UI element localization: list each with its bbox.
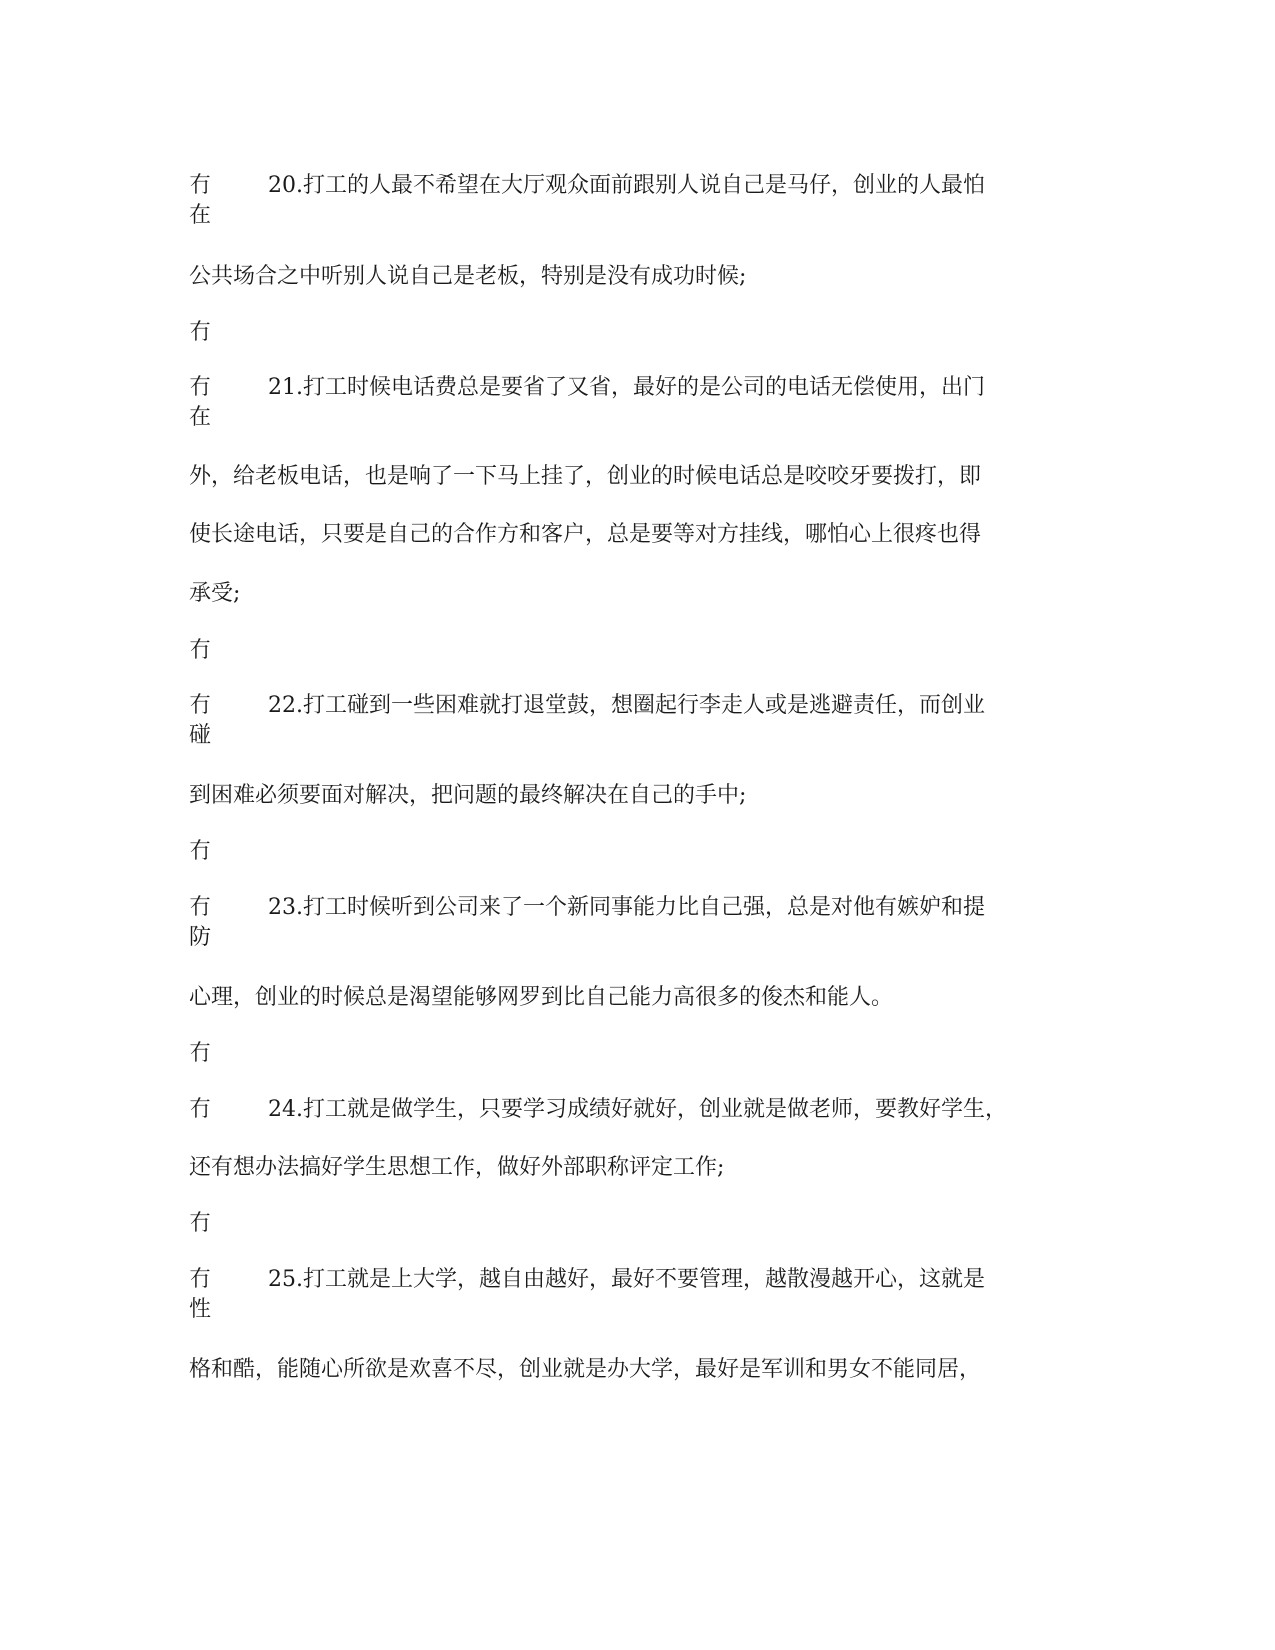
item-continuation-line: 承受; [189,581,241,606]
item-first-line: 21.打工时候电话费总是要省了又省，最好的是公司的电话无偿使用，出门 [268,375,985,400]
item-marker-tail: 性 [189,1297,212,1322]
item-separator: 冇 [189,1211,212,1236]
item-first-line: 24.打工就是做学生，只要学习成绩好就好，创业就是做老师，要教好学生， [268,1097,1007,1122]
item-continuation-line: 公共场合之中听别人说自己是老板，特别是没有成功时候; [189,264,747,289]
item-marker-glyph: 冇 [189,1097,212,1122]
item-separator: 冇 [189,839,212,864]
item-marker [189,691,215,751]
item-continuation-line: 外，给老板电话，也是响了一下马上挂了，创业的时候电话总是咬咬牙要拨打，即 [189,464,982,489]
item-marker-glyph: 冇 [189,1267,212,1292]
item-marker [189,1095,215,1125]
item-marker [189,171,215,231]
item-marker-glyph: 冇 [189,375,212,400]
item-first-line: 25.打工就是上大学，越自由越好，最好不要管理，越散漫越开心，这就是 [268,1267,985,1292]
item-continuation-line: 心理，创业的时候总是渴望能够网罗到比自己能力高很多的俊杰和能人。 [189,985,894,1010]
item-separator: 冇 [189,638,212,663]
item-separator: 冇 [189,320,212,345]
item-continuation-line: 还有想办法搞好学生思想工作，做好外部职称评定工作; [189,1155,725,1180]
item-continuation-line: 使长途电话，只要是自己的合作方和客户，总是要等对方挂线，哪怕心上很疼也得 [189,522,982,547]
item-marker-tail: 防 [189,925,212,950]
item-continuation-line: 格和酷，能随心所欲是欢喜不尽，创业就是办大学，最好是军训和男女不能同居， [189,1357,982,1382]
item-marker-glyph: 冇 [189,173,212,198]
item-marker-tail: 在 [189,405,212,430]
item-marker-tail: 在 [189,203,212,228]
item-marker [189,893,215,953]
item-first-line: 22.打工碰到一些困难就打退堂鼓，想圈起行李走人或是逃避责任，而创业 [268,693,985,718]
item-first-line: 23.打工时候听到公司来了一个新同事能力比自己强，总是对他有嫉妒和提 [268,895,985,920]
item-separator: 冇 [189,1041,212,1066]
item-first-line: 20.打工的人最不希望在大厅观众面前跟别人说自己是马仔，创业的人最怕 [268,173,985,198]
item-marker [189,1265,215,1325]
item-marker-glyph: 冇 [189,693,212,718]
item-marker [189,373,215,433]
item-marker-tail: 碰 [189,723,212,748]
item-marker-glyph: 冇 [189,895,212,920]
item-continuation-line: 到困难必须要面对解决，把问题的最终解决在自己的手中; [189,783,747,808]
